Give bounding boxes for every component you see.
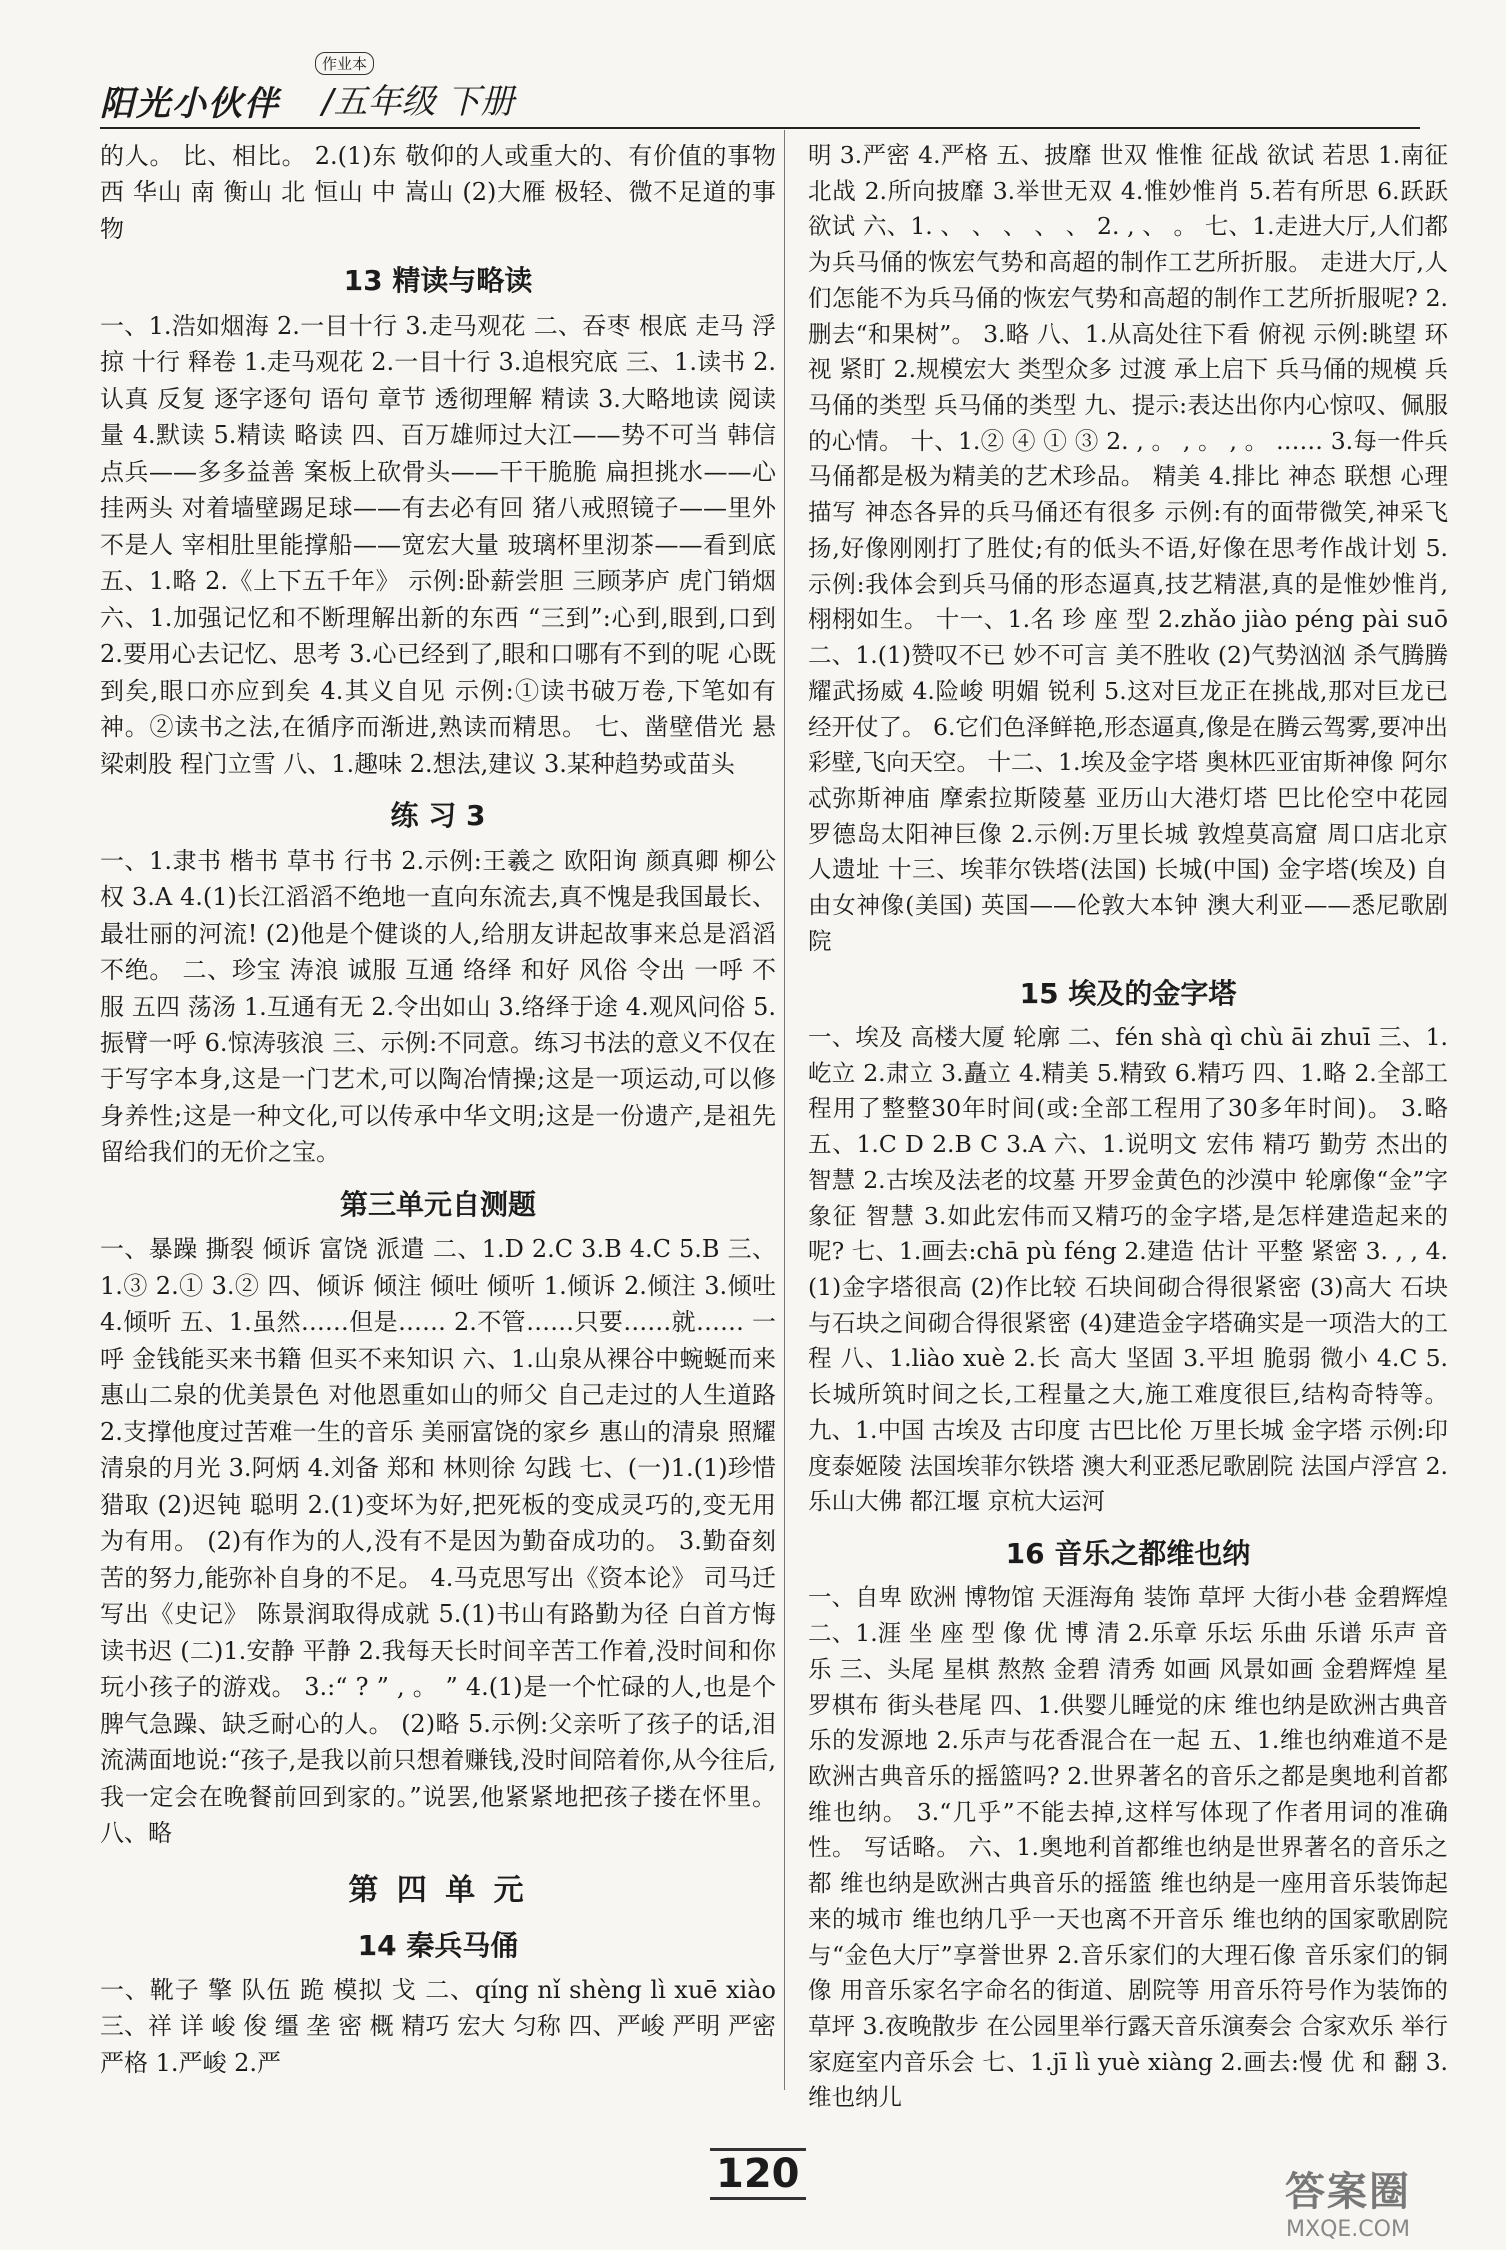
brand-badge: 作业本 [315, 52, 374, 75]
unit-title-4: 第 四 单 元 [348, 1872, 528, 1908]
grade-label: /五年级 下册 [322, 82, 515, 122]
answer-block-14-continued: 明 3.严密 4.严格 五、披靡 世双 惟惟 征战 欲试 若思 1.南征北战 2.所向披靡 3.举世无双 4.惟妙惟肖 5.若有所思 6.跃跃欲试 六、1. 、 、 、 、 、 2. , 、 。 七、1.走进大厅,人们都为兵马俑的恢宏气势和高超的制作工艺所折服。 走进大厅,人们怎能不为兵马俑的恢宏气势和高超的制作工艺所折服呢? 2.删去“和果树”。 3.略 八、1.从高处往下看 俯视 示例:眺望 环视 紧盯 2.规模宏大 类型众多 过渡 承上启下 兵马俑的规模 兵马俑的类型 兵马俑的类型 九、提示:表达出你内心惊叹、佩服的心情。 十、1.② ④ ① ③ 2. , 。 , 。 , 。 …… 3.每一件兵马俑都是极为精美的艺术珍品。 精美 4.排比 神态 联想 心理描写 神态各异的兵马俑还有很多 示例:有的面带微笑,神采飞扬,好像刚刚打了胜仗;有的低头不语,好像在思考作战计划 5.示例:我体会到兵马俑的形态逼真,技艺精湛,真的是惟妙惟肖,栩栩如生。 十一、1.名 珍 座 型 2.zhǎo jiào péng pài suō 二、1.(1)赞叹不已 妙不可言 美不胜收 (2)气势汹汹 杀气腾腾 耀武扬威 4.险峻 明媚 锐利 5.这对巨龙正在挑战,那对巨龙已经开仗了。 6.它们色泽鲜艳,形态逼真,像是在腾云驾雾,要冲出彩壁,飞向天空。 十二、1.埃及金字塔 奥林匹亚宙斯神像 阿尔忒弥斯神庙 摩索拉斯陵墓 亚历山大港灯塔 巴比伦空中花园 罗德岛太阳神巨像 2.示例:万里长城 敦煌莫高窟 周口店北京人遗址 十三、埃菲尔铁塔(法国) 长城(中国) 金字塔(埃及) 自由女神像(美国) 英国——伦敦大本钟 澳大利亚——悉尼歌剧院 [808, 141, 1448, 955]
watermark [1285, 2160, 1411, 2242]
answer-block-14: 一、靴子 擎 队伍 跪 模拟 戈 二、qíng nǐ shèng lì xuē xiào 三、祥 详 峻 俊 缰 垄 密 概 精巧 宏大 匀称 四、严峻 严明 严密 严格 1.严峻 2.严 [100, 1975, 776, 2077]
section-title-exercise3: 练 习 3 [390, 799, 486, 833]
watermark-logo: 答案圈 [1285, 2169, 1411, 2215]
section-title-15: 15 埃及的金字塔 [1019, 976, 1237, 1010]
answer-block-15: 一、埃及 高楼大厦 轮廓 二、fén shà qì chù āi zhuī 三、1.屹立 2.肃立 3.矗立 4.精美 5.精致 6.精巧 四、1.略 2.全部工程用了整整30年时间(或:全部工程用了30多年时间)。 3.略 五、1.C D 2.B C 3.A 六、1.说明文 宏伟 精巧 勤劳 杰出的智慧 2.古埃及法老的坟墓 开罗金黄色的沙漠中 轮廓像“金”字 象征 智慧 3.如此宏伟而又精巧的金字塔,是怎样建造起来的呢? 七、1.画去:chā pù féng 2.建造 估计 平整 紧密 3. , , 4.(1)金字塔很高 (2)作比较 石块间砌合得很紧密 (3)高大 石块与石块之间砌合得很紧密 (4)建造金字塔确实是一项浩大的工程 八、1.liào xuè 2.长 高大 坚固 3.平坦 脆弱 微小 4.C 5.长城所筑时间之长,工程量之大,施工难度很巨,结构奇特等。 九、1.中国 古埃及 古印度 古巴比伦 万里长城 金字塔 示例:印度泰姬陵 法国埃菲尔铁塔 澳大利亚悉尼歌剧院 法国卢浮宫 2.乐山大佛 都江堰 京杭大运河 [808, 1022, 1448, 1516]
answer-block: 的人。 比、相比。 2.(1)东 敬仰的人或重大的、有价值的事物 西 华山 南 衡山 北 恒山 中 嵩山 (2)大雁 极轻、微不足道的事物 [100, 142, 776, 243]
answer-block-16: 一、自卑 欧洲 博物馆 天涯海角 装饰 草坪 大街小巷 金碧辉煌 二、1.涯 坐 座 型 像 优 博 清 2.乐章 乐坛 乐曲 乐谱 乐声 音乐 三、头尾 星棋 熬熬 金碧 清秀 如画 风景如画 金碧辉煌 星罗棋布 街头巷尾 四、1.供婴儿睡觉的床 维也纳是欧洲古典音乐的发源地 2.乐声与花香混合在一起 五、1.维也纳难道不是欧洲古典音乐的摇篮吗? 2.世界著名的音乐之都是奥地利首都维也纳。 3.“几乎”不能去掉,这样写体现了作者用词的准确性。 写话略。 六、1.奥地利首都维也纳是世界著名的音乐之都 维也纳是欧洲古典音乐的摇篮 维也纳是一座用音乐装饰起来的城市 维也纳几乎一天也离不开音乐 维也纳的国家歌剧院与“金色大厅”享誉世界 2.音乐家们的大理石像 音乐家们的铜像 用音乐家名字命名的街道、剧院等 用音乐符号作为装饰的草坪 3.夜晚散步 在公园里举行露天音乐演奏会 合家欢乐 举行家庭室内音乐会 七、1.jī lì yuè xiàng 2.画去:慢 优 和 翻 3.维也纳儿 [808, 1583, 1448, 2112]
section-title-13: 13 精读与略读 [343, 264, 533, 298]
answer-block-exercise3: 一、1.隶书 楷书 草书 行书 2.示例:王羲之 欧阳询 颜真卿 柳公权 3.A 4.(1)长江滔滔不绝地一直向东流去,真不愧是我国最长、最壮丽的河流! (2)他是个健谈的人,给朋友讲起故事来总是滔滔不绝。 二、珍宝 涛浪 诚服 互通 络绎 和好 风俗 令出 一呼 不服 五四 荡汤 1.互通有无 2.令出如山 3.络绎于途 4.观风问俗 5.振臂一呼 6.惊涛骇浪 三、示例:不同意。练习书法的意义不仅在于写字本身,这是一门艺术,可以陶冶情操;这是一项运动,可以修身养性;这是一种文化,可以传承中华文明;这是一份遗产,是祖先留给我们的无价之宝。 [100, 846, 776, 1167]
answer-block-unit3-test: 一、暴躁 撕裂 倾诉 富饶 派遣 二、1.D 2.C 3.B 4.C 5.B 三、1.③ 2.① 3.② 四、倾诉 倾注 倾吐 倾听 1.倾诉 2.倾注 3.倾吐 4.倾听 五、1.虽然……但是…… 2.不管……只要……就…… 一呼 金钱能买来书籍 但买不来知识 六、1.山泉从裸谷中蜿蜒而来 惠山二泉的优美景色 对他恩重如山的师父 自己走过的人生道路 2.支撑他度过苦难一生的音乐 美丽富饶的家乡 惠山的清泉 照耀清泉的月光 3.阿炳 4.刘备 郑和 林则徐 勾践 七、(一)1.(1)珍惜 猎取 (2)迟钝 聪明 2.(1)变坏为好,把死板的变成灵巧的,变无用为有用。 (2)有作为的人,没有不是因为勤奋成功的。 3.勤奋刻苦的努力,能弥补自身的不足。 4.马克思写出《资本论》 司马迁写出《史记》 陈景润取得成就 5.(1)书山有路勤为径 白首方悔读书迟 (二)1.安静 平静 2.我每天长时间辛苦工作着,没时间和你玩小孩子的游戏。 3.:“ ? ” , 。 ” 4.(1)是一个忙碌的人,也是个脾气急躁、缺乏耐心的人。 (2)略 5.示例:父亲听了孩子的话,泪流满面地说:“孩子,是我以前只想着赚钱,没时间陪着你,从今往后,我一定会在晚餐前回到家的。”说罢,他紧紧地把孩子搂在怀里。 八、略 [100, 1235, 776, 1848]
left-column [100, 138, 776, 2081]
column-divider [784, 130, 785, 2090]
section-title-unit3-test: 第三单元自测题 [339, 1187, 536, 1221]
header-rule [100, 127, 1420, 129]
watermark-url: MXQE.COM [1286, 2217, 1410, 2242]
section-title-14: 14 秦兵马俑 [357, 1928, 519, 1962]
section-title-16: 16 音乐之都维也纳 [1005, 1537, 1251, 1570]
page-header [100, 38, 700, 128]
right-column [808, 138, 1448, 2116]
brand-title: 阳光小伙伴 [100, 84, 280, 124]
answer-block-13: 一、1.浩如烟海 2.一目十行 3.走马观花 二、吞枣 根底 走马 浮掠 十行 释卷 1.走马观花 2.一目十行 3.追根究底 三、1.读书 2.认真 反复 逐字逐句 语句 章节 透彻理解 精读 3.大略地读 阅读量 4.默读 5.精读 略读 四、百万雄师过大江——势不可当 韩信点兵——多多益善 案板上砍骨头——干干脆脆 扁担挑水——心挂两头 对着墙壁踢足球——有去必有回 猪八戒照镜子——里外不是人 宰相肚里能撑船——宽宏大量 玻璃杯里沏茶——看到底 五、1.略 2.《上下五千年》 示例:卧薪尝胆 三顾茅庐 虎门销烟 六、1.加强记忆和不断理解出新的东西 “三到”:心到,眼到,口到 2.要用心去记忆、思考 3.心已经到了,眼和口哪有不到的呢 心既到矣,眼口亦应到矣 4.其义自见 示例:①读书破万卷,下笔如有神。②读书之法,在循序而渐进,熟读而精思。 七、凿壁借光 悬梁刺股 程门立雪 八、1.趣味 2.想法,建议 3.某种趋势或苗头 [100, 311, 776, 778]
page-number: 120 [710, 2148, 806, 2200]
